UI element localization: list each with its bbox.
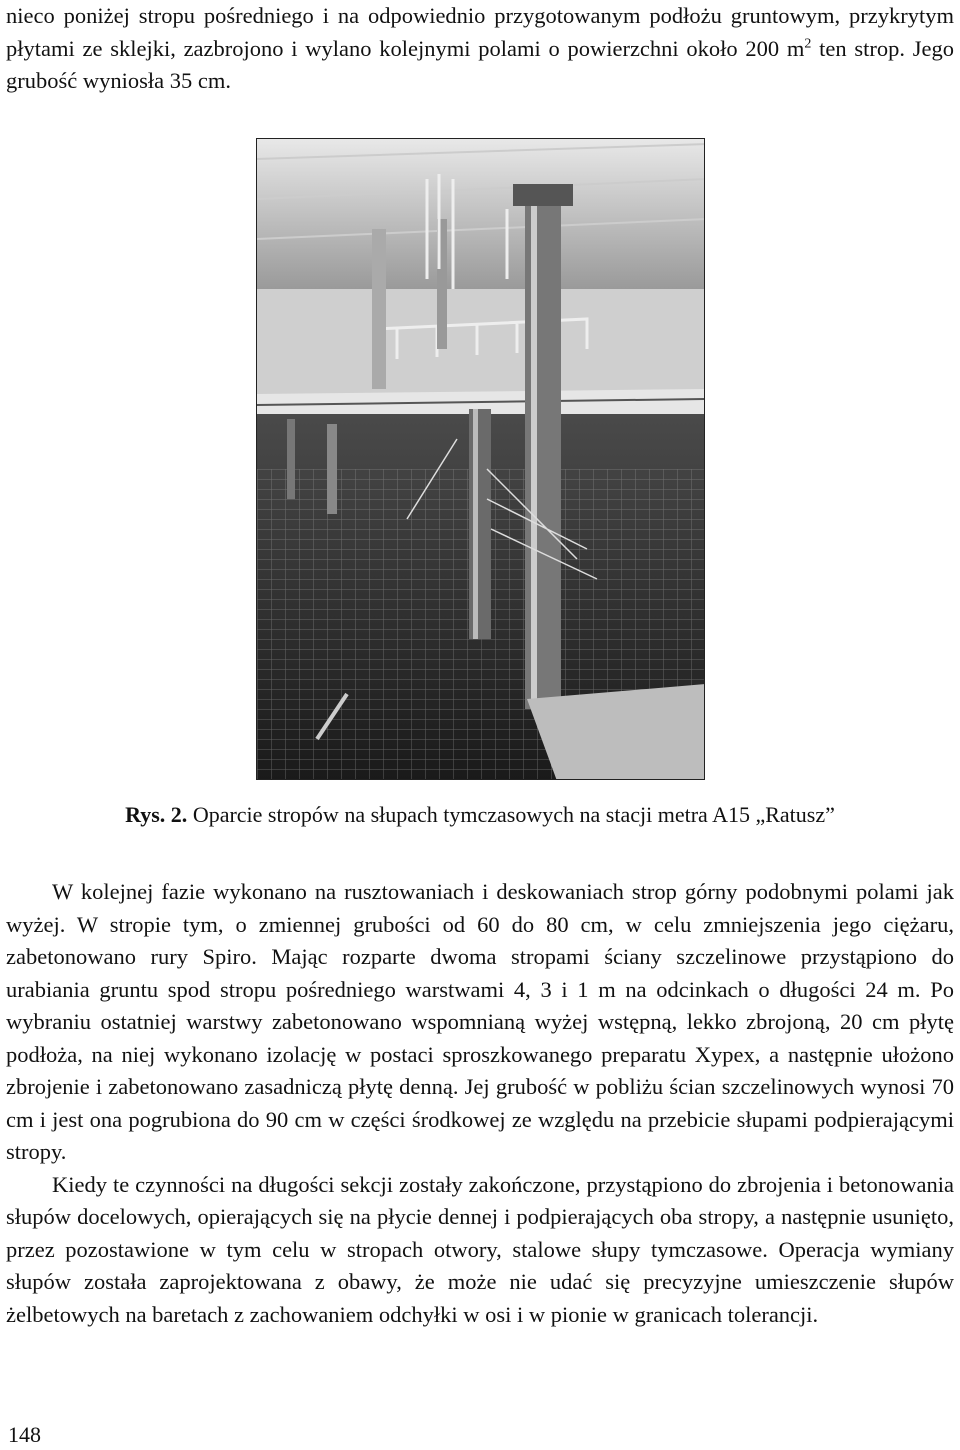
body-text — [6, 876, 954, 1331]
construction-photo-illustration — [257, 139, 705, 780]
paragraph-body-1: W kolejnej fazie wykonano na rusztowaniach i deskowaniach strop górny podobnymi polami jak wyżej. W stropie tym, o zmiennej grubości od 60 do 80 cm, w celu zmniejszenia jego ciężaru, zabetonowano rury Spiro. Mając rozparte dwoma stropami ściany szczelinowe przystąpiono do urabiania gruntu spod stropu pośredniego warstwami 4, 3 i 1 m na odcinkach o długości 24 m. Po wybraniu ostatniej warstwy zabetonowano wspomnianą wyżej wstępną, lekko zbrojoną, 20 cm płytę podłoża, na niej wykonano izolację w postaci sproszkowanego preparatu Xypex, a następnie ułożono zbrojenie i zabetonowano zasadniczą płytę denną. Jej grubość w pobliżu ścian szczelinowych wynosi 70 cm i jest ona pogrubiona do 90 cm w części środkowej ze względu na przebicie słupami podpierającymi stropy. — [6, 879, 954, 1164]
figure-photo — [256, 138, 705, 780]
paragraph-top-text-end: ten strop. Jego grubość wyniosła 35 cm. — [6, 35, 954, 93]
figure-caption — [0, 802, 960, 828]
paragraph-top — [6, 0, 954, 98]
page-number: 148 — [8, 1422, 41, 1447]
paragraph-body-2: Kiedy te czynności na długości sekcji zostały zakończone, przystąpiono do zbrojenia i betonowania słupów docelowych, opierających się na płycie dennej i podpierających oba stropy, a następnie usunięto, przez pozostawione w tym celu w stropach otwory, stalowe słupy tymczasowe. Operacja wymiany słupów została zaprojektowana z obawy, że może nie udać się precyzyjne umieszczenie słupów żelbetowych na baretach z zachowaniem odchyłki w osi i w pionie w granicach tolerancji. — [6, 1171, 954, 1327]
superscript-two: 2 — [804, 36, 812, 51]
figure-caption-text: Oparcie stropów na słupach tymczasowych na stacji metra A15 „Ratusz” — [187, 802, 835, 827]
paragraph-top-text: nieco poniżej stropu pośredniego i na odpowiednio przygotowanym podłożu gruntowym, przykrytym płytami ze sklejki, zazbrojono i wylano kolejnymi polami o powierzchni około 200 m — [6, 3, 954, 61]
figure-caption-label: Rys. 2. — [125, 802, 188, 827]
